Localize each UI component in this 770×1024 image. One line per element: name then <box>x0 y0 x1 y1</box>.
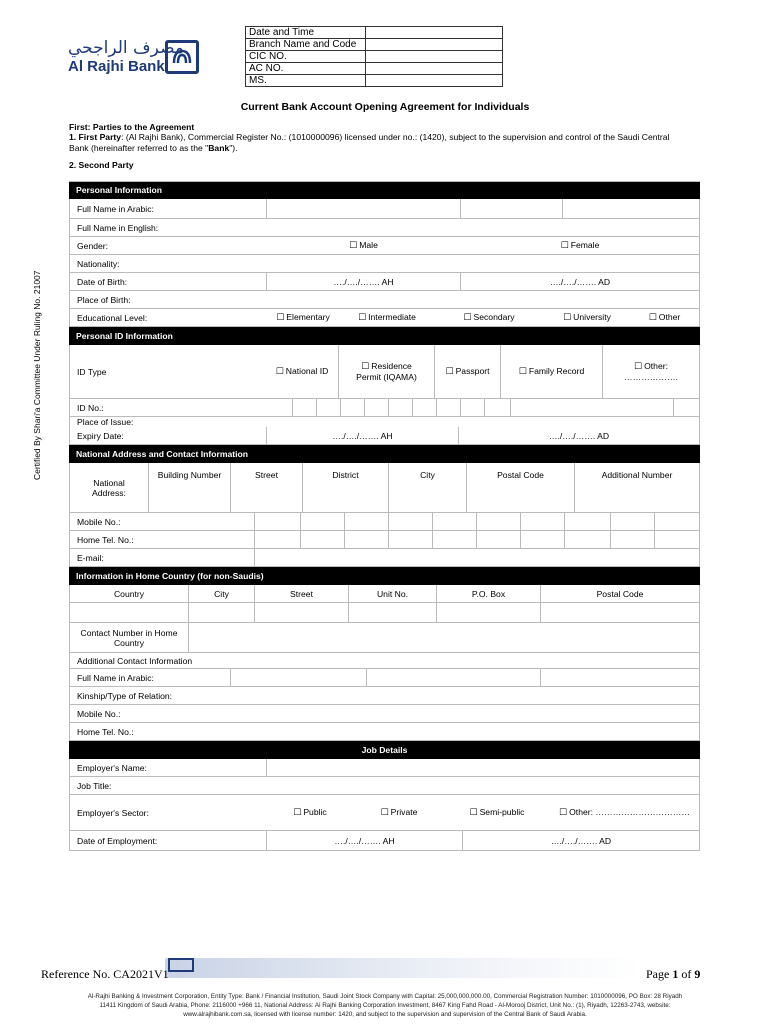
id-no-divider <box>316 399 317 416</box>
page-pre: Page <box>646 967 673 981</box>
logo-english: Al Rajhi Bank <box>68 58 165 75</box>
id-info-heading: Personal ID Information <box>69 327 700 345</box>
header-label: MS. <box>246 75 366 87</box>
mobile-digit[interactable] <box>654 513 699 530</box>
sharia-certification: Certified By Shari'a Committee Under Ruling No. 21007 <box>32 270 42 480</box>
home-tel-row <box>69 531 700 549</box>
full-name-ar-row <box>69 199 700 219</box>
footer-line: Al-Rajhi Banking & Investment Corporation, Entity Type: Bank / Financial Institution, Saudi Joint Stock Company with Capital: 25,000,000,000.00, Commercial Registration Number: 1010000096, PO Box: 28 Riyadh <box>87 993 683 1000</box>
university-label: ☐ University <box>563 312 611 323</box>
full-name-ar-label: Full Name in Arabic: <box>77 203 154 214</box>
mobile-digit[interactable] <box>388 513 432 530</box>
doe-ah-field[interactable] <box>266 831 462 850</box>
other-edu-checkbox[interactable] <box>630 309 699 326</box>
form-top-border <box>69 181 700 182</box>
contact-name-field[interactable] <box>230 669 366 686</box>
kinship-label: Kinship/Type of Relation: <box>77 690 173 701</box>
employer-label: Employer's Name: <box>77 762 147 773</box>
passport-label: ☐ Passport <box>446 366 490 377</box>
footer-line: 11411 Kingdom of Saudi Arabia, Phone: 2116000 +966 11, National Address: Al Rajhi Banking Corporation Investment, 8467 King Fahd Road - Al-Morooj District, Unit No.: (1), Riyadh, 12263-2743, website: <box>99 1002 671 1009</box>
header-value[interactable] <box>366 75 503 87</box>
mobile-digit[interactable] <box>564 513 610 530</box>
additional-label: Additional Number <box>601 470 673 480</box>
first-party-bank: Bank <box>208 143 230 153</box>
mobile-digit[interactable] <box>610 513 654 530</box>
first-party-text: : (Al Rajhi Bank), Commercial Register No.: (1010000096) licensed under no.: (1420), subject to the supervision and control of the Saudi Central <box>121 132 670 142</box>
district-field[interactable] <box>302 463 388 512</box>
postal-label: Postal Code <box>596 588 644 599</box>
street-field[interactable] <box>254 603 348 622</box>
contact-name-field[interactable] <box>540 669 699 686</box>
gender-label: Gender: <box>77 240 109 251</box>
district-label: District <box>332 470 359 480</box>
header-value[interactable] <box>366 63 503 75</box>
employer-row <box>69 759 700 777</box>
mobile-row <box>69 513 700 531</box>
expiry-ah-text: …./…./……. AH <box>332 430 393 441</box>
dob-ah-field[interactable] <box>266 273 460 290</box>
national-id-checkbox[interactable] <box>266 345 338 398</box>
id-no-label: ID No.: <box>77 402 104 413</box>
city-header <box>188 585 254 602</box>
mobile-digit[interactable] <box>432 513 476 530</box>
public-checkbox[interactable] <box>266 795 354 830</box>
mobile-digit[interactable] <box>344 513 388 530</box>
first-parties-heading: First: Parties to the Agreement <box>69 122 195 132</box>
id-type-row <box>69 345 700 399</box>
elementary-checkbox[interactable] <box>266 309 340 326</box>
dob-ad-field[interactable] <box>460 273 699 290</box>
postal-header <box>540 585 699 602</box>
id-no-divider <box>292 399 293 416</box>
header-value[interactable] <box>366 27 503 39</box>
nationality-label: Nationality: <box>77 258 120 269</box>
country-label: Country <box>113 588 145 599</box>
postal-label: Postal Code <box>497 470 544 480</box>
intermediate-checkbox[interactable] <box>340 309 434 326</box>
nationality-row <box>69 255 700 273</box>
full-name-ar-field[interactable] <box>266 199 460 218</box>
education-row <box>69 309 700 327</box>
expiry-ah-field[interactable] <box>266 427 458 444</box>
header-label: CIC NO. <box>246 51 366 63</box>
first-party-label: 1. First Party <box>69 132 122 142</box>
private-checkbox[interactable] <box>354 795 444 830</box>
id-no-divider <box>340 399 341 416</box>
employer-field[interactable] <box>266 759 699 776</box>
expiry-label: Expiry Date: <box>77 430 124 441</box>
pob-row <box>69 291 700 309</box>
address-label: Address: <box>92 487 126 498</box>
id-no-divider <box>484 399 485 416</box>
dob-ah-text: …./…./……. AH <box>333 276 394 287</box>
id-no-divider <box>673 399 674 416</box>
first-party-paragraph <box>69 132 709 154</box>
doe-label: Date of Employment: <box>77 835 158 846</box>
id-type-label: ID Type <box>77 366 107 377</box>
secondary-label: ☐ Secondary <box>463 312 514 323</box>
first-party-text2-post: "). <box>229 143 238 153</box>
id-no-divider <box>510 399 511 416</box>
education-label: Educational Level: <box>77 312 148 323</box>
country-header <box>70 585 188 602</box>
full-name-en-label: Full Name in English: <box>77 222 159 233</box>
home-tel-digit[interactable] <box>564 531 610 548</box>
family-record-checkbox[interactable] <box>500 345 602 398</box>
address-heading: National Address and Contact Information <box>69 445 700 463</box>
pobox-field[interactable] <box>436 603 540 622</box>
unit-header <box>348 585 436 602</box>
page-total: 9 <box>694 967 701 981</box>
other-edu-label: ☐ Other <box>649 312 681 323</box>
expiry-ad-field[interactable] <box>458 427 699 444</box>
pobox-header <box>436 585 540 602</box>
street-label: Street <box>290 588 313 599</box>
contact-mobile-label: Mobile No.: <box>77 708 121 719</box>
job-details-heading: Job Details <box>69 741 700 759</box>
permit-label: Permit (IQAMA) <box>356 372 417 382</box>
postal-code-field[interactable] <box>466 463 574 512</box>
personal-info-heading: Personal Information <box>69 181 700 199</box>
unit-label: Unit No. <box>376 588 409 599</box>
additional-contact-row <box>69 653 700 669</box>
expiry-row <box>69 427 700 445</box>
family-record-label: ☐ Family Record <box>519 366 584 377</box>
mobile-digit[interactable] <box>300 513 344 530</box>
male-label: ☐ Male <box>349 240 378 251</box>
city-field[interactable] <box>388 463 466 512</box>
doe-ah-text: …./…./……. AH <box>334 835 395 846</box>
footer-band <box>165 958 640 978</box>
home-tel-digit[interactable] <box>654 531 699 548</box>
other-sector-label: ☐ Other: …………………………… <box>559 807 690 818</box>
national-address-label <box>70 463 148 512</box>
doe-row <box>69 831 700 851</box>
home-country-values-row <box>69 603 700 623</box>
home-tel-digit[interactable] <box>388 531 432 548</box>
contact-mobile-row <box>69 705 700 723</box>
header-value[interactable] <box>366 51 503 63</box>
footer-line: www.alrajhibank.com.sa, licensed with license number: 1420, and subject to the supervision and supervision of the Central Bank of Saudi Arabia. <box>183 1011 587 1018</box>
header-label: Branch Name and Code <box>246 39 366 51</box>
footer-emblem-icon <box>168 958 194 972</box>
contact-home-label <box>70 623 188 652</box>
page-number: 1 <box>672 967 679 981</box>
document-title: Current Bank Account Opening Agreement for Individuals <box>240 101 530 113</box>
female-label: ☐ Female <box>561 240 600 251</box>
other-id-dots: ………………. <box>624 372 678 382</box>
full-name-ar-field[interactable] <box>562 199 699 218</box>
kinship-row <box>69 687 700 705</box>
street-header <box>254 585 348 602</box>
id-no-divider <box>412 399 413 416</box>
doe-ad-text: …./…./……. AD <box>550 835 612 846</box>
id-no-divider <box>436 399 437 416</box>
id-no-divider <box>460 399 461 416</box>
female-checkbox[interactable] <box>461 237 699 254</box>
street-field[interactable] <box>230 463 302 512</box>
id-no-row <box>69 399 700 417</box>
email-field[interactable] <box>254 549 699 566</box>
home-tel-digit[interactable] <box>300 531 344 548</box>
contact-home-field[interactable] <box>188 623 699 652</box>
reference-number: Reference No. CA2021V1 <box>41 967 169 981</box>
pob-label: Place of Birth: <box>77 294 131 305</box>
home-tel-digit[interactable] <box>432 531 476 548</box>
semi-public-label: ☐ Semi-public <box>470 807 525 818</box>
intermediate-label: ☐ Intermediate <box>358 312 416 323</box>
elementary-label: ☐ Elementary <box>276 312 330 323</box>
second-party-heading: 2. Second Party <box>69 160 134 170</box>
contact-name-label: Full Name in Arabic: <box>77 672 154 683</box>
postal-field[interactable] <box>540 603 699 622</box>
sector-label: Employer's Sector: <box>77 807 149 818</box>
other-sector-checkbox[interactable] <box>550 795 699 830</box>
home-tel-digit[interactable] <box>344 531 388 548</box>
job-title-row <box>69 777 700 795</box>
logo-arabic: مصرف الراجحي <box>68 38 184 58</box>
page-of: of <box>678 967 695 981</box>
place-issue-label: Place of Issue: <box>77 417 134 427</box>
residence-label: ☐ Residence <box>361 361 412 372</box>
contact-home-row <box>69 623 700 653</box>
other-id-label: ☐ Other: <box>634 361 668 372</box>
city-label: City <box>214 588 229 599</box>
contact-home-label-2: Country <box>113 637 145 648</box>
city-field[interactable] <box>188 603 254 622</box>
public-label: ☐ Public <box>293 807 326 818</box>
secondary-checkbox[interactable] <box>434 309 544 326</box>
home-tel-digit[interactable] <box>254 531 300 548</box>
passport-checkbox[interactable] <box>434 345 500 398</box>
other-id-checkbox[interactable] <box>602 345 699 398</box>
mobile-digit[interactable] <box>254 513 300 530</box>
national-address-row <box>69 463 700 513</box>
sector-row <box>69 795 700 831</box>
full-name-ar-field[interactable] <box>460 199 562 218</box>
city-label: City <box>420 470 435 480</box>
street-label: Street <box>255 470 278 480</box>
first-party-text2-pre: Bank (hereinafter referred to as the " <box>69 143 209 153</box>
private-label: ☐ Private <box>381 807 418 818</box>
contact-name-row <box>69 669 700 687</box>
dob-label: Date of Birth: <box>77 276 128 287</box>
job-title-label: Job Title: <box>77 780 112 791</box>
dob-ad-text: …./…./……. AD <box>549 276 611 287</box>
building-number-field[interactable] <box>148 463 230 512</box>
footer-legal-text <box>60 992 710 1019</box>
contact-home-label-1: Contact Number in Home <box>80 627 178 638</box>
home-country-header-row <box>69 585 700 603</box>
mobile-digit[interactable] <box>520 513 564 530</box>
national-id-label: ☐ National ID <box>276 366 329 377</box>
university-checkbox[interactable] <box>544 309 630 326</box>
doe-ad-field[interactable] <box>462 831 699 850</box>
id-no-divider <box>364 399 365 416</box>
unit-field[interactable] <box>348 603 436 622</box>
residence-checkbox[interactable] <box>338 345 434 398</box>
contact-home-tel-label: Home Tel. No.: <box>77 726 134 737</box>
home-tel-digit[interactable] <box>520 531 564 548</box>
header-label: AC NO. <box>246 63 366 75</box>
national-label: National <box>93 477 125 488</box>
email-row <box>69 549 700 567</box>
building-label: Building Number <box>157 470 222 480</box>
contact-home-tel-row <box>69 723 700 741</box>
mobile-label: Mobile No.: <box>77 516 121 527</box>
additional-contact-label: Additional Contact Information <box>77 655 193 666</box>
dob-row <box>69 273 700 291</box>
page-indicator <box>646 967 700 982</box>
home-tel-digit[interactable] <box>610 531 654 548</box>
place-issue-row <box>69 417 700 427</box>
home-tel-label: Home Tel. No.: <box>77 534 134 545</box>
additional-number-field[interactable] <box>574 463 699 512</box>
pobox-label: P.O. Box <box>471 588 506 599</box>
full-name-en-row <box>69 219 700 237</box>
expiry-ad-text: …./…./……. AD <box>548 430 610 441</box>
contact-name-field[interactable] <box>366 669 540 686</box>
home-tel-digit[interactable] <box>476 531 520 548</box>
branch-info-box <box>245 26 503 87</box>
gender-row <box>69 237 700 255</box>
bank-emblem-icon <box>165 40 199 74</box>
email-label: E-mail: <box>77 552 104 563</box>
semi-public-checkbox[interactable] <box>444 795 550 830</box>
home-country-heading: Information in Home Country (for non-Saudis) <box>69 567 700 585</box>
header-value[interactable] <box>366 39 503 51</box>
id-no-divider <box>388 399 389 416</box>
mobile-digit[interactable] <box>476 513 520 530</box>
header-label: Date and Time <box>246 27 366 39</box>
male-checkbox[interactable] <box>266 237 461 254</box>
